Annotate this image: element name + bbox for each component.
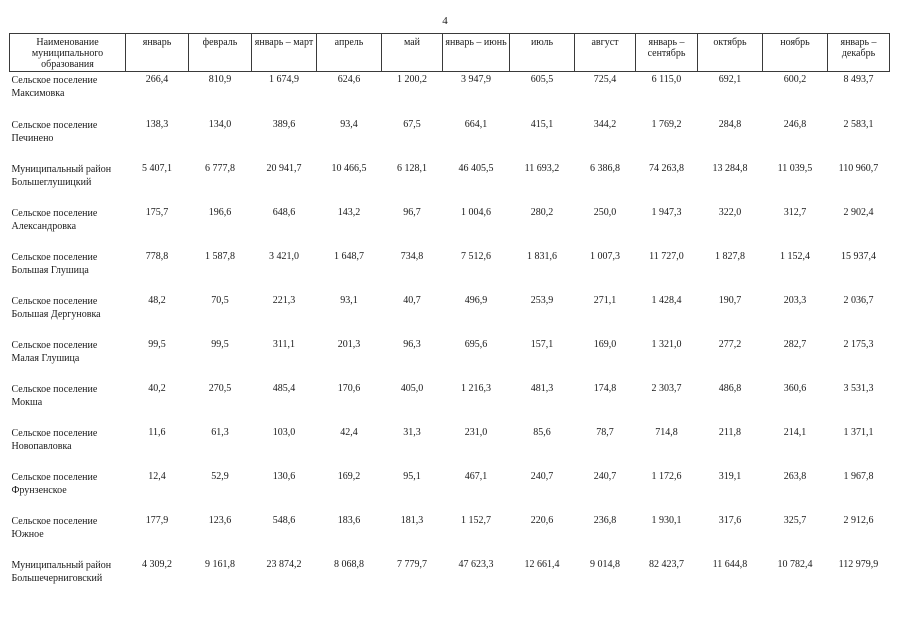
table-cell: 11 693,2 (524, 162, 560, 174)
table-cell: 6 777,8 (205, 162, 235, 174)
table-cell: 1 769,2 (651, 118, 682, 130)
table-cell: 1 321,0 (651, 338, 682, 350)
table-cell: 96,3 (403, 338, 421, 350)
table-row (10, 117, 890, 161)
table-cell: 42,4 (340, 426, 358, 438)
table-cell: 70,5 (211, 294, 229, 306)
table-cell: 1 172,6 (651, 470, 682, 482)
row-name: Сельское поселение Большая Глушица (11, 251, 98, 276)
table-cell: 11 644,8 (712, 558, 748, 570)
table-row (10, 425, 890, 469)
row-name: Сельское поселение Новопавловка (11, 427, 98, 452)
table-cell: 1 152,4 (780, 250, 810, 262)
row-name: Сельское поселение Александровка (11, 207, 98, 232)
table-cell: 481,3 (530, 382, 554, 394)
table-cell: 61,3 (211, 426, 229, 438)
table-cell: 2 175,3 (843, 338, 874, 350)
table-cell: 174,8 (593, 382, 617, 394)
table-cell: 93,1 (340, 294, 358, 306)
table-cell: 9 161,8 (205, 558, 235, 570)
table-cell: 11 039,5 (777, 162, 813, 174)
column-header-name: Наименование муниципального образования (10, 34, 126, 72)
table-cell: 123,6 (208, 514, 232, 526)
table-cell: 99,5 (148, 338, 166, 350)
row-name: Сельское поселение Фрунзенское (11, 471, 98, 496)
table-cell: 548,6 (272, 514, 296, 526)
table-cell: 246,8 (783, 118, 807, 130)
table-cell: 221,3 (272, 294, 296, 306)
table-cell: 196,6 (208, 206, 232, 218)
table-cell: 1 967,8 (843, 470, 874, 482)
table-row (10, 249, 890, 293)
table-cell: 190,7 (718, 294, 742, 306)
table-cell: 4 309,2 (142, 558, 172, 570)
table-cell: 46 405,5 (458, 162, 494, 174)
table-cell: 11 727,0 (649, 250, 684, 262)
table-cell: 183,6 (337, 514, 361, 526)
table-cell: 13 284,8 (712, 162, 748, 174)
table-cell: 12 661,4 (524, 558, 560, 570)
table-row (10, 205, 890, 249)
table-cell: 93,4 (340, 118, 358, 130)
table-cell: 312,7 (783, 206, 807, 218)
table-cell: 692,1 (718, 74, 742, 85)
column-header: январь – март (252, 34, 317, 72)
header-row (10, 34, 890, 72)
row-name: Сельское поселение Малая Глушица (11, 339, 98, 364)
table-cell: 85,6 (533, 426, 551, 438)
table-cell: 485,4 (272, 382, 296, 394)
table-row (10, 161, 890, 205)
table-cell: 23 874,2 (266, 558, 302, 570)
table-cell: 496,9 (464, 294, 488, 306)
table-cell: 5 407,1 (142, 162, 172, 174)
table-cell: 240,7 (593, 470, 617, 482)
table-cell: 317,6 (718, 514, 742, 526)
column-header: ноябрь (763, 34, 828, 72)
row-name: Сельское поселение Печинено (11, 119, 98, 144)
table-cell: 12,4 (148, 470, 166, 482)
table-cell: 2 902,4 (843, 206, 874, 218)
table-cell: 203,3 (783, 294, 807, 306)
table-cell: 2 583,1 (843, 118, 874, 130)
row-name: Сельское поселение Мокша (11, 383, 98, 408)
table-cell: 1 216,3 (461, 382, 491, 394)
table-cell: 664,1 (464, 118, 488, 130)
table-cell: 6 128,1 (397, 162, 427, 174)
table-cell: 282,7 (783, 338, 807, 350)
table-cell: 82 423,7 (649, 558, 684, 570)
column-header: июль (510, 34, 575, 72)
table-cell: 31,3 (403, 426, 421, 438)
table-cell: 266,4 (145, 74, 169, 85)
table-cell: 253,9 (530, 294, 554, 306)
table-cell: 138,3 (145, 118, 169, 130)
table-cell: 47 623,3 (458, 558, 494, 570)
table-cell: 415,1 (530, 118, 554, 130)
table-cell: 143,2 (337, 206, 361, 218)
column-header: январь – июнь (443, 34, 510, 72)
table-cell: 1 930,1 (651, 514, 682, 526)
table-cell: 1 428,4 (651, 294, 682, 306)
table-cell: 1 371,1 (843, 426, 874, 438)
table-cell: 8 493,7 (843, 74, 874, 85)
table-cell: 157,1 (530, 338, 554, 350)
table-cell: 1 831,6 (527, 250, 557, 262)
row-name: Сельское поселение Южное (11, 515, 98, 540)
table-cell: 15 937,4 (841, 250, 876, 262)
table-row (10, 337, 890, 381)
table-cell: 8 068,8 (334, 558, 364, 570)
table-cell: 110 960,7 (838, 162, 879, 174)
table-row (10, 381, 890, 425)
table-cell: 250,0 (593, 206, 617, 218)
data-table (9, 33, 890, 601)
table-cell: 734,8 (400, 250, 424, 262)
table-cell: 103,0 (272, 426, 296, 438)
table-cell: 7 512,6 (461, 250, 491, 262)
table-cell: 1 004,6 (461, 206, 491, 218)
table-cell: 99,5 (211, 338, 229, 350)
table-cell: 177,9 (145, 514, 169, 526)
table-cell: 714,8 (655, 426, 678, 438)
table-cell: 48,2 (148, 294, 166, 306)
table-cell: 74 263,8 (649, 162, 684, 174)
table-cell: 20 941,7 (266, 162, 302, 174)
table-cell: 1 007,3 (590, 250, 620, 262)
table-cell: 1 200,2 (397, 74, 427, 85)
table-cell: 810,9 (208, 74, 232, 85)
page-number: 4 (442, 15, 448, 27)
table-cell: 236,8 (593, 514, 617, 526)
column-header: август (575, 34, 636, 72)
table-cell: 2 912,6 (843, 514, 874, 526)
table-cell: 2 303,7 (651, 382, 682, 394)
table-cell: 11,6 (148, 426, 166, 438)
table-cell: 2 036,7 (843, 294, 874, 306)
table-cell: 214,1 (783, 426, 807, 438)
table-row (10, 293, 890, 337)
table-cell: 1 152,7 (461, 514, 491, 526)
table-cell: 280,2 (530, 206, 554, 218)
column-header: январь (126, 34, 189, 72)
table-row (10, 513, 890, 557)
table-cell: 405,0 (400, 382, 424, 394)
table-cell: 3 947,9 (461, 74, 491, 85)
table-cell: 778,8 (145, 250, 169, 262)
table-cell: 6 386,8 (590, 162, 620, 174)
table-cell: 1 587,8 (205, 250, 235, 262)
table-cell: 211,8 (718, 426, 742, 438)
table-cell: 6 115,0 (651, 74, 682, 85)
table-cell: 240,7 (530, 470, 554, 482)
table-cell: 1 648,7 (334, 250, 364, 262)
column-header: октябрь (698, 34, 763, 72)
table-cell: 360,6 (783, 382, 807, 394)
table-cell: 10 466,5 (331, 162, 367, 174)
table-row (10, 557, 890, 601)
table-cell: 181,3 (400, 514, 424, 526)
table-cell: 95,1 (403, 470, 421, 482)
table-body (10, 72, 890, 601)
table-cell: 10 782,4 (777, 558, 813, 570)
table-cell: 175,7 (145, 206, 169, 218)
table-cell: 486,8 (718, 382, 742, 394)
row-name: Сельское поселение Максимовка (11, 75, 98, 99)
table-cell: 40,2 (148, 382, 166, 394)
table-cell: 40,7 (403, 294, 421, 306)
row-name: Муниципальный район Большеглушицкий (11, 163, 112, 188)
column-header: апрель (317, 34, 382, 72)
row-name: Муниципальный район Большечерниговский (11, 559, 112, 584)
table-cell: 220,6 (530, 514, 554, 526)
table-cell: 270,5 (208, 382, 232, 394)
table-cell: 725,4 (593, 74, 617, 85)
table-cell: 67,5 (403, 118, 421, 130)
table-cell: 52,9 (211, 470, 229, 482)
table-cell: 3 531,3 (843, 382, 874, 394)
column-header: май (382, 34, 443, 72)
table-cell: 130,6 (272, 470, 296, 482)
table-cell: 277,2 (718, 338, 742, 350)
table-cell: 201,3 (337, 338, 361, 350)
table-cell: 284,8 (718, 118, 742, 130)
table-cell: 231,0 (464, 426, 488, 438)
table-row (10, 469, 890, 513)
table-cell: 1 947,3 (651, 206, 682, 218)
table-cell: 263,8 (783, 470, 807, 482)
table-cell: 325,7 (783, 514, 807, 526)
table-row (10, 72, 890, 117)
table-cell: 271,1 (593, 294, 617, 306)
table-cell: 96,7 (403, 206, 421, 218)
column-header: январь – сентябрь (636, 34, 698, 72)
column-header: февраль (189, 34, 252, 72)
table-cell: 1 827,8 (715, 250, 745, 262)
table-cell: 311,1 (272, 338, 296, 350)
table-cell: 3 421,0 (269, 250, 299, 262)
table-cell: 624,6 (337, 74, 361, 85)
table-cell: 319,1 (718, 470, 742, 482)
table-cell: 78,7 (596, 426, 614, 438)
table-cell: 169,2 (337, 470, 361, 482)
table-cell: 170,6 (337, 382, 361, 394)
table-cell: 9 014,8 (590, 558, 620, 570)
table-cell: 112 979,9 (838, 558, 879, 570)
table-cell: 134,0 (208, 118, 232, 130)
table-cell: 389,6 (272, 118, 296, 130)
table-cell: 467,1 (464, 470, 488, 482)
column-header: январь – декабрь (828, 34, 890, 72)
table-cell: 695,6 (464, 338, 488, 350)
table-cell: 1 674,9 (269, 74, 299, 85)
table-cell: 7 779,7 (397, 558, 427, 570)
row-name: Сельское поселение Большая Дергуновка (11, 295, 101, 320)
table-cell: 344,2 (593, 118, 617, 130)
table-cell: 322,0 (718, 206, 742, 218)
table-cell: 600,2 (783, 74, 807, 85)
table-cell: 648,6 (272, 206, 296, 218)
table-cell: 605,5 (530, 74, 554, 85)
table-cell: 169,0 (593, 338, 617, 350)
